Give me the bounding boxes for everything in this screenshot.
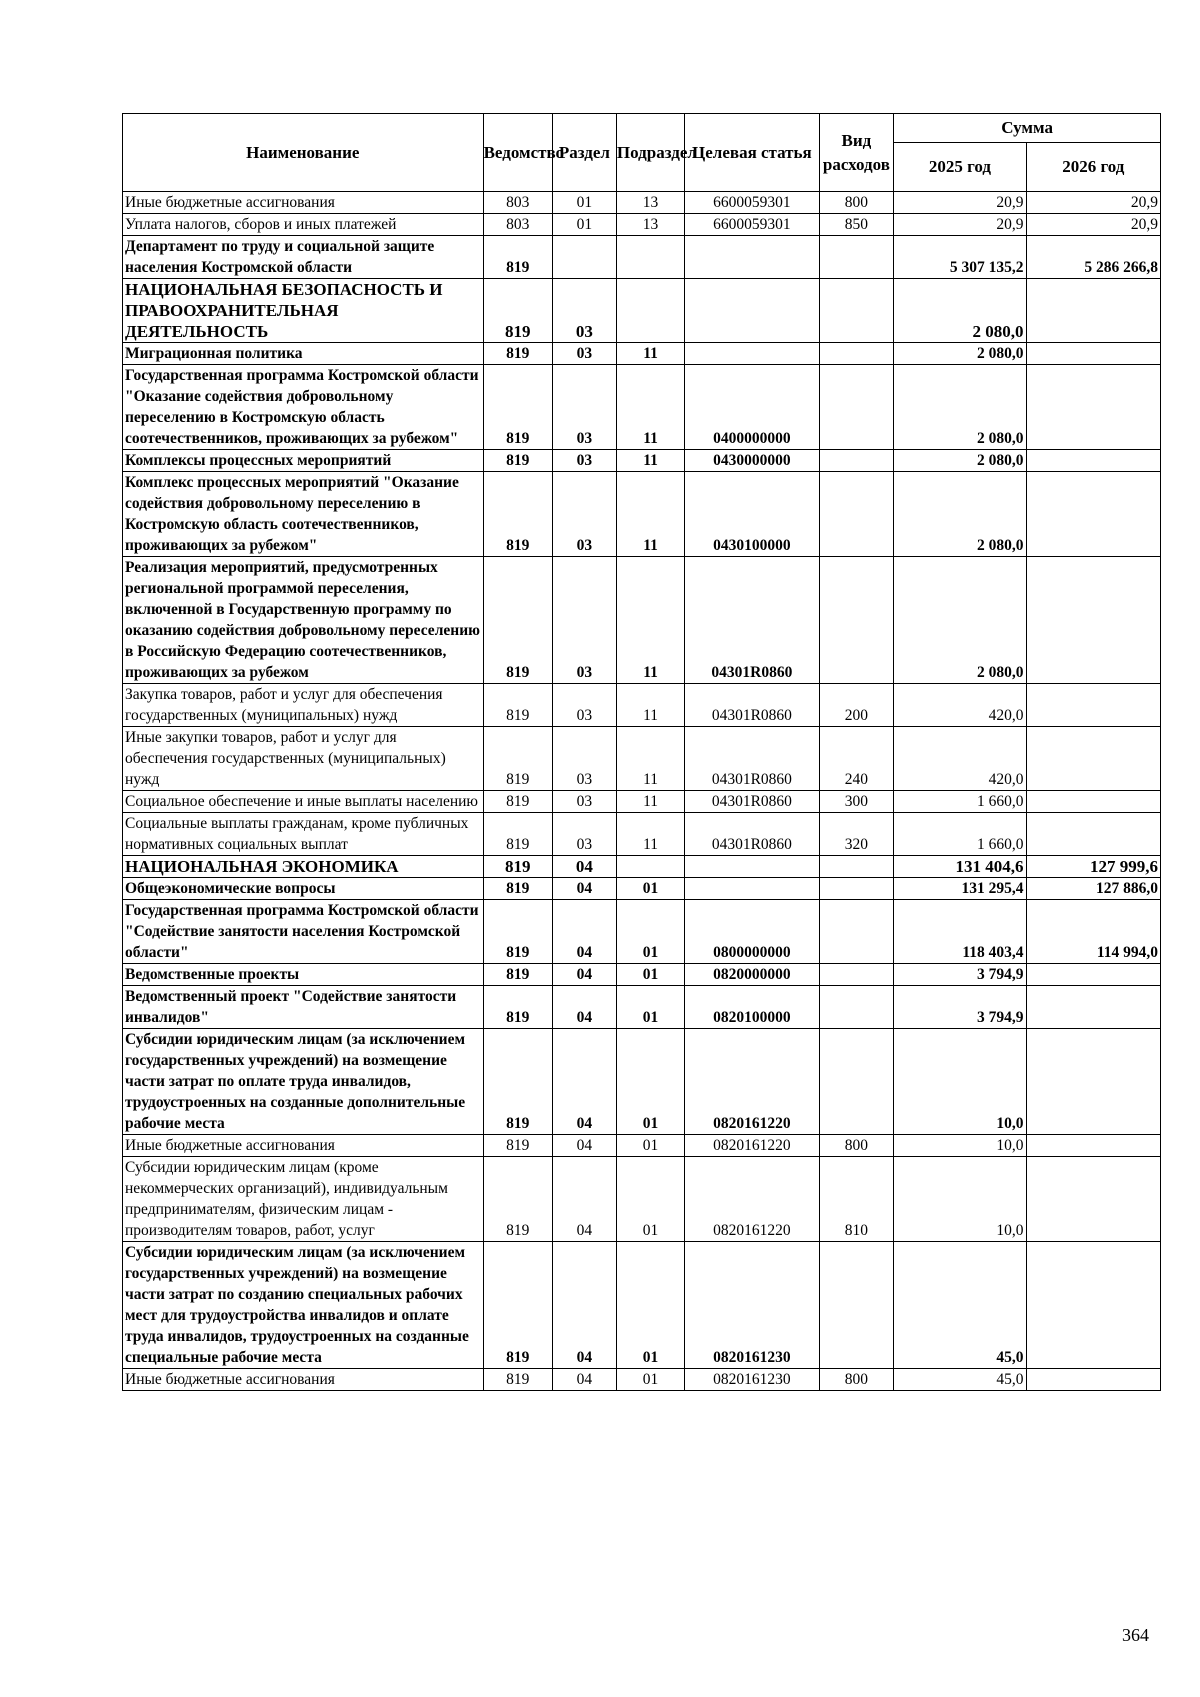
- header-target: Целевая статья: [685, 114, 819, 192]
- cell-expense-type: [819, 856, 894, 878]
- cell-name: Общеэкономические вопросы: [123, 878, 484, 900]
- cell-target: 6600059301: [685, 214, 819, 236]
- cell-subsection: 01: [616, 900, 684, 964]
- cell-sum-2025: 1 660,0: [894, 791, 1026, 813]
- cell-target: 6600059301: [685, 192, 819, 214]
- cell-expense-type: [819, 279, 894, 343]
- cell-sum-2025: 420,0: [894, 684, 1026, 727]
- cell-sum-2026: [1026, 450, 1160, 472]
- cell-name: Ведомственный проект "Содействие занятости инвалидов": [123, 986, 484, 1029]
- cell-section: 04: [552, 986, 616, 1029]
- cell-target: 04301R0860: [685, 813, 819, 856]
- cell-sum-2026: [1026, 791, 1160, 813]
- cell-expense-type: [819, 343, 894, 365]
- header-section: Раздел: [552, 114, 616, 192]
- cell-sum-2025: 2 080,0: [894, 279, 1026, 343]
- table-row: [123, 1135, 1161, 1157]
- cell-expense-type: 240: [819, 727, 894, 791]
- table-row: [123, 878, 1161, 900]
- cell-subsection: 11: [616, 450, 684, 472]
- cell-expense-type: 800: [819, 192, 894, 214]
- table-row: [123, 813, 1161, 856]
- cell-name: Государственная программа Костромской области "Оказание содействия добровольному переселению в Костромскую область соотечественников, проживающих за рубежом": [123, 365, 484, 450]
- cell-subsection: 01: [616, 964, 684, 986]
- cell-dept: 819: [483, 878, 552, 900]
- cell-expense-type: 320: [819, 813, 894, 856]
- cell-section: 04: [552, 1029, 616, 1135]
- cell-target: 0800000000: [685, 900, 819, 964]
- cell-target: 0400000000: [685, 365, 819, 450]
- cell-dept: 819: [483, 1135, 552, 1157]
- table-row: [123, 1157, 1161, 1242]
- cell-sum-2025: 20,9: [894, 192, 1026, 214]
- cell-sum-2025: 2 080,0: [894, 365, 1026, 450]
- table-row: [123, 192, 1161, 214]
- cell-name: Департамент по труду и социальной защите населения Костромской области: [123, 236, 484, 279]
- cell-section: 04: [552, 900, 616, 964]
- cell-sum-2026: [1026, 964, 1160, 986]
- cell-expense-type: [819, 964, 894, 986]
- table-body: [123, 192, 1161, 1391]
- table-row: [123, 279, 1161, 343]
- cell-name: Иные бюджетные ассигнования: [123, 1369, 484, 1391]
- cell-dept: 819: [483, 986, 552, 1029]
- cell-name: НАЦИОНАЛЬНАЯ БЕЗОПАСНОСТЬ И ПРАВООХРАНИТЕЛЬНАЯ ДЕЯТЕЛЬНОСТЬ: [123, 279, 484, 343]
- cell-dept: 819: [483, 450, 552, 472]
- cell-section: 04: [552, 1369, 616, 1391]
- cell-dept: 819: [483, 557, 552, 684]
- cell-target: 04301R0860: [685, 791, 819, 813]
- cell-dept: 819: [483, 1369, 552, 1391]
- cell-sum-2026: 20,9: [1026, 214, 1160, 236]
- cell-name: Субсидии юридическим лицам (кроме некоммерческих организаций), индивидуальным предпринимателям, физическим лицам - производителям товаров, работ, услуг: [123, 1157, 484, 1242]
- cell-sum-2026: [1026, 1369, 1160, 1391]
- cell-section: 04: [552, 964, 616, 986]
- cell-target: 0820161230: [685, 1242, 819, 1369]
- cell-sum-2025: 2 080,0: [894, 343, 1026, 365]
- cell-name: Иные закупки товаров, работ и услуг для обеспечения государственных (муниципальных) нужд: [123, 727, 484, 791]
- table-row: [123, 236, 1161, 279]
- cell-section: 03: [552, 450, 616, 472]
- cell-subsection: 01: [616, 1029, 684, 1135]
- cell-target: 0820100000: [685, 986, 819, 1029]
- cell-section: 03: [552, 727, 616, 791]
- cell-sum-2025: 131 404,6: [894, 856, 1026, 878]
- cell-subsection: 11: [616, 365, 684, 450]
- cell-section: 01: [552, 214, 616, 236]
- cell-sum-2025: 3 794,9: [894, 986, 1026, 1029]
- cell-target: [685, 856, 819, 878]
- cell-dept: 819: [483, 472, 552, 557]
- cell-sum-2026: 114 994,0: [1026, 900, 1160, 964]
- cell-expense-type: [819, 878, 894, 900]
- cell-section: 04: [552, 1242, 616, 1369]
- cell-target: 04301R0860: [685, 727, 819, 791]
- cell-expense-type: 300: [819, 791, 894, 813]
- cell-sum-2026: [1026, 986, 1160, 1029]
- cell-target: [685, 236, 819, 279]
- cell-expense-type: 800: [819, 1135, 894, 1157]
- cell-subsection: [616, 279, 684, 343]
- cell-expense-type: [819, 1029, 894, 1135]
- cell-subsection: 01: [616, 1369, 684, 1391]
- table-row: [123, 727, 1161, 791]
- cell-target: 0820161220: [685, 1135, 819, 1157]
- cell-sum-2025: 2 080,0: [894, 450, 1026, 472]
- table-row: [123, 472, 1161, 557]
- header-sum: Сумма: [894, 114, 1161, 143]
- cell-expense-type: [819, 365, 894, 450]
- cell-name: Субсидии юридическим лицам (за исключением государственных учреждений) на возмещение части затрат по оплате труда инвалидов, трудоустроенных на созданные дополнительные рабочие места: [123, 1029, 484, 1135]
- cell-expense-type: 200: [819, 684, 894, 727]
- cell-sum-2025: 45,0: [894, 1242, 1026, 1369]
- cell-sum-2025: 10,0: [894, 1135, 1026, 1157]
- cell-sum-2026: [1026, 1029, 1160, 1135]
- table-row: [123, 343, 1161, 365]
- cell-dept: 803: [483, 192, 552, 214]
- cell-subsection: 11: [616, 472, 684, 557]
- cell-section: 03: [552, 343, 616, 365]
- table-row: [123, 964, 1161, 986]
- cell-sum-2025: 118 403,4: [894, 900, 1026, 964]
- cell-target: 0820000000: [685, 964, 819, 986]
- cell-sum-2025: 3 794,9: [894, 964, 1026, 986]
- header-expense-type: Вид расходов: [819, 114, 894, 192]
- cell-section: 03: [552, 791, 616, 813]
- cell-sum-2026: [1026, 343, 1160, 365]
- cell-name: Уплата налогов, сборов и иных платежей: [123, 214, 484, 236]
- cell-sum-2025: 5 307 135,2: [894, 236, 1026, 279]
- cell-subsection: 01: [616, 878, 684, 900]
- cell-sum-2026: 5 286 266,8: [1026, 236, 1160, 279]
- table-row: [123, 1029, 1161, 1135]
- table-row: [123, 450, 1161, 472]
- cell-dept: 819: [483, 684, 552, 727]
- cell-sum-2026: [1026, 1242, 1160, 1369]
- cell-target: 0820161220: [685, 1029, 819, 1135]
- cell-dept: 819: [483, 727, 552, 791]
- table-row: [123, 684, 1161, 727]
- cell-section: 04: [552, 878, 616, 900]
- cell-target: [685, 343, 819, 365]
- cell-section: [552, 236, 616, 279]
- cell-target: 04301R0860: [685, 557, 819, 684]
- table-row: [123, 557, 1161, 684]
- header-year-2026: 2026 год: [1026, 143, 1160, 192]
- cell-name: Реализация мероприятий, предусмотренных региональной программой переселения, включенной в Государственную программу по оказанию содействия добровольному переселению в Российскую Федерацию соотечественников, проживающих за рубежом: [123, 557, 484, 684]
- cell-section: 03: [552, 365, 616, 450]
- cell-name: Ведомственные проекты: [123, 964, 484, 986]
- header-name: Наименование: [123, 114, 484, 192]
- cell-sum-2026: [1026, 684, 1160, 727]
- table-row: [123, 986, 1161, 1029]
- cell-dept: 819: [483, 343, 552, 365]
- cell-expense-type: [819, 986, 894, 1029]
- cell-target: 04301R0860: [685, 684, 819, 727]
- cell-name: Комплекс процессных мероприятий "Оказание содействия добровольному переселению в Костромскую область соотечественников, проживающих за рубежом": [123, 472, 484, 557]
- header-subsection: Подраздел: [616, 114, 684, 192]
- header-dept: Ведомство: [483, 114, 552, 192]
- cell-expense-type: [819, 236, 894, 279]
- cell-name: Иные бюджетные ассигнования: [123, 1135, 484, 1157]
- cell-section: 04: [552, 856, 616, 878]
- cell-dept: 819: [483, 791, 552, 813]
- table-row: [123, 900, 1161, 964]
- cell-subsection: 13: [616, 214, 684, 236]
- table-row: [123, 214, 1161, 236]
- table-row: [123, 1369, 1161, 1391]
- cell-section: 03: [552, 684, 616, 727]
- budget-table: [122, 113, 1161, 1391]
- cell-sum-2025: 20,9: [894, 214, 1026, 236]
- cell-dept: 819: [483, 964, 552, 986]
- cell-sum-2026: [1026, 279, 1160, 343]
- cell-subsection: 11: [616, 684, 684, 727]
- header-year-2025: 2025 год: [894, 143, 1026, 192]
- cell-dept: 819: [483, 279, 552, 343]
- cell-dept: 819: [483, 365, 552, 450]
- cell-subsection: 13: [616, 192, 684, 214]
- cell-section: 01: [552, 192, 616, 214]
- cell-dept: 819: [483, 1157, 552, 1242]
- cell-sum-2025: 2 080,0: [894, 557, 1026, 684]
- cell-name: Закупка товаров, работ и услуг для обеспечения государственных (муниципальных) нужд: [123, 684, 484, 727]
- cell-section: 04: [552, 1135, 616, 1157]
- cell-section: 03: [552, 813, 616, 856]
- cell-subsection: 01: [616, 1242, 684, 1369]
- cell-dept: 819: [483, 1029, 552, 1135]
- cell-sum-2026: 127 999,6: [1026, 856, 1160, 878]
- cell-sum-2026: [1026, 1157, 1160, 1242]
- cell-subsection: 11: [616, 343, 684, 365]
- cell-sum-2025: 2 080,0: [894, 472, 1026, 557]
- table-row: [123, 791, 1161, 813]
- cell-target: 0820161230: [685, 1369, 819, 1391]
- cell-target: 0430100000: [685, 472, 819, 557]
- cell-sum-2026: [1026, 557, 1160, 684]
- table-header: [123, 114, 1161, 192]
- cell-subsection: 11: [616, 557, 684, 684]
- cell-sum-2026: [1026, 813, 1160, 856]
- cell-target: [685, 279, 819, 343]
- cell-subsection: [616, 236, 684, 279]
- cell-name: НАЦИОНАЛЬНАЯ ЭКОНОМИКА: [123, 856, 484, 878]
- cell-expense-type: [819, 472, 894, 557]
- cell-sum-2025: 10,0: [894, 1157, 1026, 1242]
- cell-expense-type: 800: [819, 1369, 894, 1391]
- cell-expense-type: [819, 900, 894, 964]
- cell-section: 04: [552, 1157, 616, 1242]
- cell-subsection: 01: [616, 1135, 684, 1157]
- page-number: 364: [1122, 1625, 1149, 1645]
- cell-sum-2026: [1026, 1135, 1160, 1157]
- cell-subsection: 01: [616, 1157, 684, 1242]
- cell-expense-type: [819, 557, 894, 684]
- cell-dept: 819: [483, 813, 552, 856]
- cell-name: Государственная программа Костромской области "Содействие занятости населения Костромской области": [123, 900, 484, 964]
- cell-sum-2025: 10,0: [894, 1029, 1026, 1135]
- cell-subsection: 11: [616, 727, 684, 791]
- cell-dept: 819: [483, 1242, 552, 1369]
- cell-sum-2025: 131 295,4: [894, 878, 1026, 900]
- cell-sum-2026: 127 886,0: [1026, 878, 1160, 900]
- cell-name: Иные бюджетные ассигнования: [123, 192, 484, 214]
- cell-sum-2025: 45,0: [894, 1369, 1026, 1391]
- cell-name: Миграционная политика: [123, 343, 484, 365]
- cell-name: Комплексы процессных мероприятий: [123, 450, 484, 472]
- table-row: [123, 365, 1161, 450]
- cell-expense-type: 850: [819, 214, 894, 236]
- cell-section: 03: [552, 557, 616, 684]
- cell-subsection: [616, 856, 684, 878]
- cell-subsection: 11: [616, 791, 684, 813]
- cell-target: 0430000000: [685, 450, 819, 472]
- cell-expense-type: [819, 450, 894, 472]
- cell-dept: 803: [483, 214, 552, 236]
- cell-section: 03: [552, 279, 616, 343]
- cell-sum-2026: [1026, 472, 1160, 557]
- cell-dept: 819: [483, 900, 552, 964]
- cell-subsection: 11: [616, 813, 684, 856]
- cell-sum-2026: [1026, 365, 1160, 450]
- cell-target: 0820161220: [685, 1157, 819, 1242]
- cell-name: Субсидии юридическим лицам (за исключением государственных учреждений) на возмещение части затрат по созданию специальных рабочих мест для трудоустройства инвалидов и оплате труда инвалидов, трудоустроенных на созданные специальные рабочие места: [123, 1242, 484, 1369]
- cell-subsection: 01: [616, 986, 684, 1029]
- cell-name: Социальные выплаты гражданам, кроме публичных нормативных социальных выплат: [123, 813, 484, 856]
- cell-dept: 819: [483, 856, 552, 878]
- cell-dept: 819: [483, 236, 552, 279]
- table-row: [123, 1242, 1161, 1369]
- cell-target: [685, 878, 819, 900]
- cell-name: Социальное обеспечение и иные выплаты населению: [123, 791, 484, 813]
- cell-sum-2026: 20,9: [1026, 192, 1160, 214]
- table-row: [123, 856, 1161, 878]
- cell-expense-type: [819, 1242, 894, 1369]
- cell-sum-2025: 420,0: [894, 727, 1026, 791]
- cell-expense-type: 810: [819, 1157, 894, 1242]
- cell-sum-2026: [1026, 727, 1160, 791]
- cell-section: 03: [552, 472, 616, 557]
- cell-sum-2025: 1 660,0: [894, 813, 1026, 856]
